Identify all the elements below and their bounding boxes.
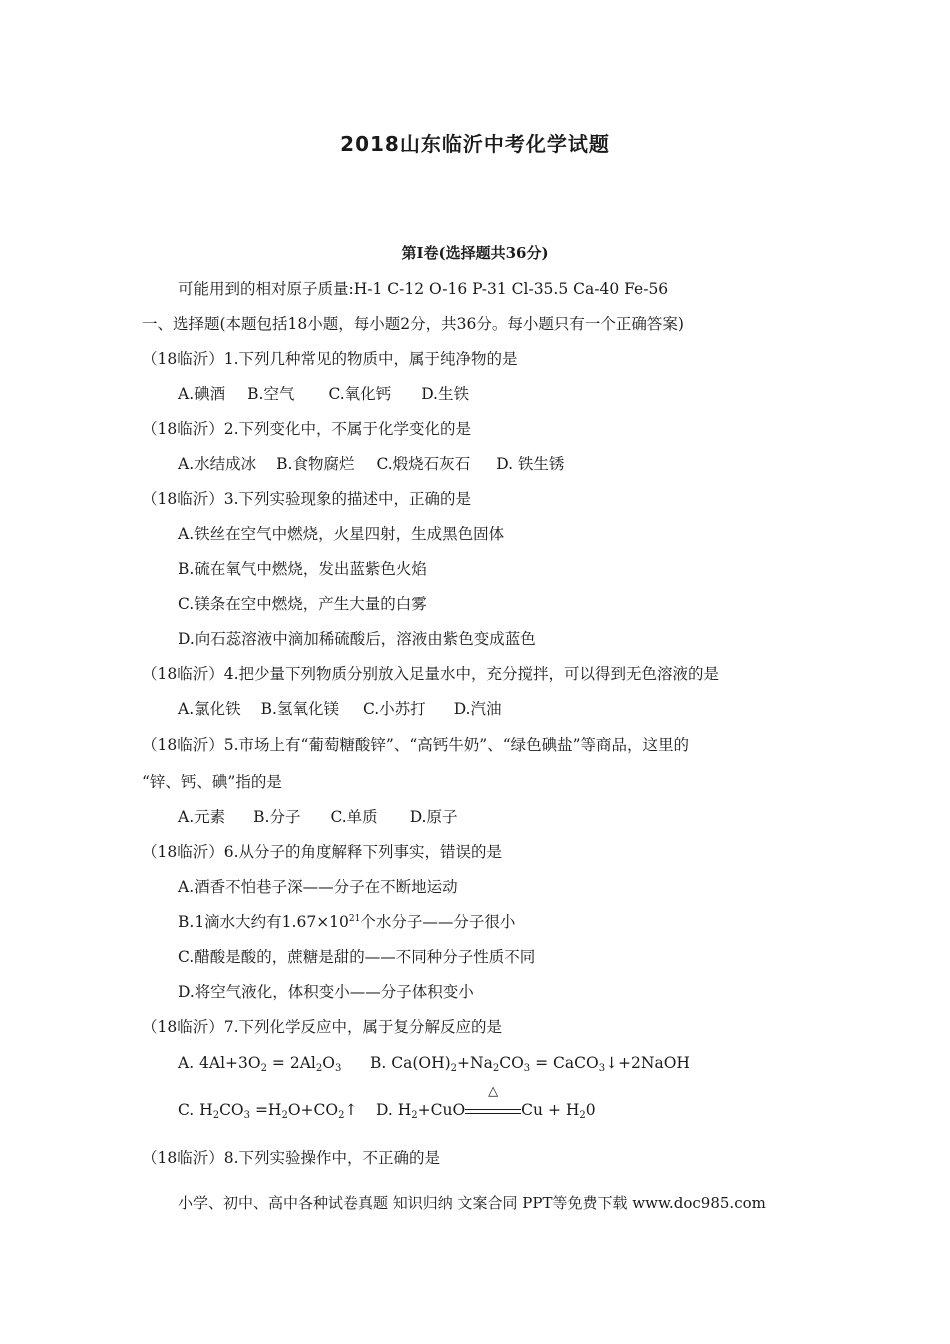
formula-text: CO	[499, 1054, 524, 1072]
formula-text: Cu + H	[521, 1101, 580, 1119]
page-footer: 小学、初中、高中各种试卷真题 知识归纳 文案合同 PPT等免费下载 www.doc985.com	[178, 1194, 766, 1212]
option: C.小苏打	[362, 700, 426, 718]
option: A.氯化铁	[178, 700, 241, 718]
option: D.生铁	[421, 385, 469, 403]
subscript: 3	[598, 1063, 606, 1074]
question-7-option-c	[178, 1100, 357, 1123]
question-6-stem: （18临沂）6.从分子的角度解释下列事实，错误的是	[142, 843, 503, 861]
subscript: 2	[315, 1063, 323, 1074]
formula-text: +Na	[457, 1054, 493, 1072]
subscript: 2	[492, 1063, 500, 1074]
formula-text: O+CO	[287, 1101, 339, 1119]
question-2-options	[178, 454, 564, 474]
double-equals-sign	[465, 1109, 521, 1114]
option-text: 个水分子——分子很小	[360, 913, 516, 931]
formula-text: A. 4Al+3O	[178, 1054, 261, 1072]
option: A.碘酒	[178, 385, 226, 403]
formula-text: C. H	[178, 1101, 213, 1119]
formula-text: B. Ca(OH)	[370, 1054, 451, 1072]
formula-text: ↓+2NaOH	[605, 1054, 690, 1072]
formula-text: O	[322, 1054, 335, 1072]
subscript: 2	[281, 1110, 288, 1121]
subscript: 2	[338, 1110, 345, 1121]
subscript: 2	[260, 1063, 267, 1074]
option: C.单质	[330, 808, 378, 826]
question-8-stem: （18临沂）8.下列实验操作中，不正确的是	[142, 1149, 441, 1167]
question-3-option-d: D.向石蕊溶液中滴加稀硫酸后，溶液由紫色变成蓝色	[178, 630, 536, 648]
option: A.元素	[178, 808, 226, 826]
question-3-stem: （18临沂）3.下列实验现象的描述中，正确的是	[142, 490, 472, 508]
atomic-mass-note: 可能用到的相对原子质量:H-1 C-12 O-16 P-31 Cl-35.5 Ca-40 Fe-56	[178, 280, 669, 298]
subscript: 3	[334, 1063, 342, 1074]
question-5-options	[178, 807, 458, 827]
formula-text: D. H	[376, 1101, 412, 1119]
option: D.汽油	[453, 700, 502, 718]
option: B.食物腐烂	[276, 455, 355, 473]
formula-text: 0	[585, 1101, 596, 1119]
subscript: 2	[450, 1063, 458, 1074]
formula-text: =H	[250, 1101, 282, 1119]
exponent: 21	[348, 914, 361, 924]
question-3-option-c: C.镁条在空中燃烧，产生大量的白雾	[178, 595, 427, 613]
option: B.空气	[247, 385, 295, 403]
subscript: 2	[212, 1110, 220, 1121]
option: C.煅烧石灰石	[376, 455, 471, 473]
heating-condition-sign	[465, 1084, 521, 1120]
section-heading: 第I卷(选择题共36分)	[401, 244, 549, 262]
formula-text: CO	[219, 1101, 244, 1119]
question-6-option-b	[178, 912, 515, 935]
question-1-options	[178, 384, 469, 404]
option: D. 铁生锈	[496, 455, 565, 473]
question-7-option-a	[178, 1053, 341, 1076]
subscript: 2	[411, 1110, 418, 1121]
formula-text: ↑	[344, 1101, 358, 1119]
option: B.氢氧化镁	[260, 700, 339, 718]
question-2-stem: （18临沂）2.下列变化中，不属于化学变化的是	[142, 420, 472, 438]
formula-text: = CaCO	[530, 1054, 599, 1072]
question-1-stem: （18临沂）1.下列几种常见的物质中，属于纯净物的是	[142, 350, 518, 368]
question-6-option-d: D.将空气液化，体积变小——分子体积变小	[178, 983, 474, 1001]
option-text: B.1滴水大约有1.67×10	[178, 913, 349, 931]
question-3-option-a: A.铁丝在空气中燃烧，火星四射，生成黑色固体	[178, 525, 505, 543]
question-7-option-d	[376, 1084, 596, 1123]
option: D.原子	[409, 808, 458, 826]
subscript: 3	[243, 1110, 251, 1121]
formula-text: = 2Al	[267, 1054, 316, 1072]
subscript: 3	[523, 1063, 531, 1074]
question-4-options	[178, 699, 502, 719]
question-3-option-b: B.硫在氧气中燃烧，发出蓝紫色火焰	[178, 560, 427, 578]
question-6-option-c: C.醋酸是酸的，蔗糖是甜的——不同种分子性质不同	[178, 948, 536, 966]
heat-triangle-icon: △	[488, 1084, 499, 1099]
option: B.分子	[253, 808, 301, 826]
part-one-heading: 一、选择题(本题包括18小题，每小题2分，共36分。每小题只有一个正确答案)	[142, 315, 684, 333]
page-title: 2018山东临沂中考化学试题	[340, 132, 610, 156]
option: C.氧化钙	[328, 385, 392, 403]
question-4-stem: （18临沂）4.把少量下列物质分别放入足量水中，充分搅拌，可以得到无色溶液的是	[142, 665, 720, 683]
question-5-stem-continued: “锌、钙、碘”指的是	[142, 773, 282, 791]
formula-text: +CuO	[417, 1101, 466, 1119]
subscript: 2	[579, 1110, 586, 1121]
question-6-option-a: A.酒香不怕巷子深——分子在不断地运动	[178, 878, 458, 896]
question-5-stem: （18临沂）5.市场上有“葡萄糖酸锌”、“高钙牛奶”、“绿色碘盐”等商品，这里的	[142, 736, 690, 754]
option: A.水结成冰	[178, 455, 257, 473]
question-7-stem: （18临沂）7.下列化学反应中，属于复分解反应的是	[142, 1018, 503, 1036]
question-7-option-b	[370, 1053, 690, 1076]
